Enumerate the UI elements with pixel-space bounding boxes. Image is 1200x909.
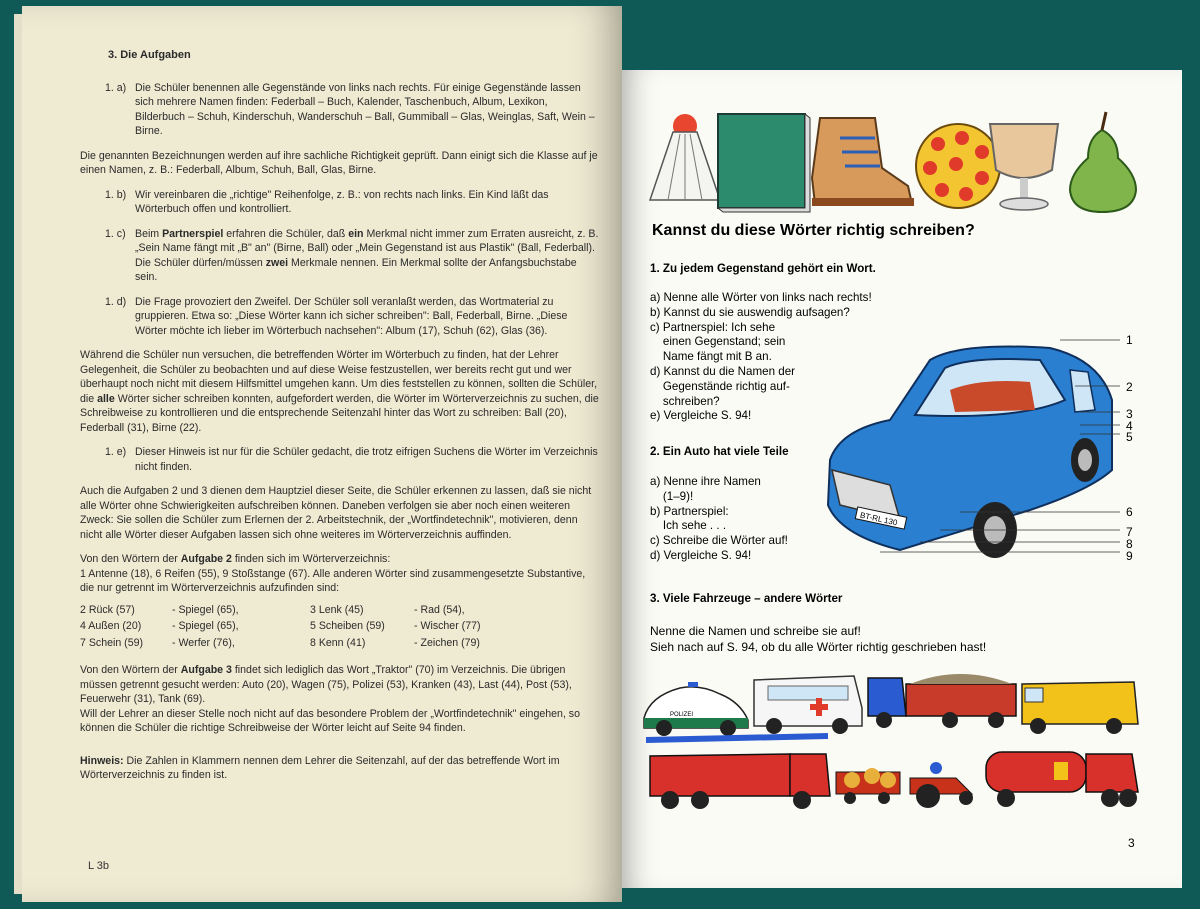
- fire-truck-icon: [646, 736, 830, 809]
- paragraph-1b: [80, 188, 600, 217]
- page-footer: L 3b: [88, 860, 110, 872]
- paragraph: [80, 348, 600, 435]
- section-heading: 3. Die Aufgaben: [108, 49, 191, 61]
- list-item: e) Vergleiche S. 94!: [650, 409, 752, 423]
- text-run: findet sich lediglich das Wort „Traktor" (70) im Verzeichnis. Die übrigen müssen getrennt gesucht werden: Auto (20), Wagen (75), Polizei (53), Kranken (43), Last (44), Post (53), Feuerwehr (31), Tank (69).: [80, 664, 572, 705]
- paragraph-1e: [80, 445, 600, 474]
- bold-run: Aufgabe 2: [180, 553, 232, 565]
- paragraph-1c: [80, 227, 600, 285]
- ambulance-icon: [754, 676, 862, 734]
- police-label: POLIZEI: [670, 712, 694, 718]
- vehicles-illustration: [640, 668, 1140, 818]
- list-item: d) Vergleiche S. 94!: [650, 548, 752, 562]
- table-cell: 8 Kenn (41): [310, 636, 366, 649]
- post-van-icon: [1022, 682, 1138, 734]
- table-cell: - Wischer (77): [414, 620, 481, 632]
- paragraph: Auch die Aufgaben 2 und 3 dienen dem Hauptziel dieser Seite, die Schüler erkennen zu lassen, daß sie nicht alle Wörter ohne Schwierigkeiten aufschreiben können. Daneben verfolgen sie aber noch einen weiteren Zweck: Sie sollen die Schüler zum Erlernen der 2. Arbeitstechnik, der „Wortfindetechnik", motivieren, denn nicht alle Wörter dieser Aufgaben lassen sich ohne weiteres im Wörterverzeichnis auffinden.: [80, 485, 592, 541]
- car-label: 8: [1126, 537, 1133, 551]
- text-run: erfahren die Schüler, daß: [223, 227, 349, 240]
- table-cell: - Rad (54),: [414, 603, 465, 616]
- book-icon: [718, 114, 810, 212]
- table-cell: 3 Lenk (45): [310, 603, 364, 616]
- hint-text: Die Zahlen in Klammern nennen dem Lehrer die Seitenzahl, auf der das betreffende Wort im Wörterverzeichnis zu finden ist.: [80, 754, 560, 781]
- hint-paragraph: [80, 754, 600, 783]
- list-item: einen Gegenstand; sein: [650, 335, 786, 349]
- paragraph-1d: [80, 295, 600, 339]
- text-run: Will der Lehrer an dieser Stelle noch nicht auf das besondere Problem der „Wortfindetechnik" eingehen, so können die Schüler die richtige Schreibweise der Wörter leicht auf Seite 94 finden.: [80, 707, 580, 734]
- table-cell: - Zeichen (79): [414, 636, 480, 649]
- section-3-heading: 3. Viele Fahrzeuge – andere Wörter: [650, 592, 843, 605]
- ball-icon: [916, 124, 1000, 208]
- table-cell: - Werfer (76),: [172, 636, 235, 649]
- text-run: Beim: [135, 227, 163, 240]
- item-text: Die Frage provoziert den Zweifel. Der Schüler soll veranlaßt werden, das Wortmaterial zu gruppieren. Etwa so: „Diese Wörter kann ich sicher schreiben": Ball, Federball, Birne. „Diese Wörter möchte ich lieber im Wörterbuch nachsehen": Album (17), Schuh (62), Glas (36).: [135, 295, 568, 337]
- shuttlecock-icon: [650, 114, 720, 200]
- table-row: [80, 635, 481, 652]
- section-2-heading: 2. Ein Auto hat viele Teile: [650, 445, 789, 458]
- text-run: Von den Wörtern der: [80, 553, 181, 565]
- list-item: Ich sehe . . .: [650, 519, 727, 533]
- list-item: d) Kannst du die Namen der: [650, 364, 796, 378]
- item-text: Dieser Hinweis ist nur für die Schüler gedacht, die trotz eifrigen Suchens die Wörter im Verzeichnis nicht finden.: [135, 446, 598, 473]
- page-title: Kannst du diese Wörter richtig schreiben?: [652, 222, 975, 239]
- word-table: [80, 602, 481, 652]
- list-item: c) Partnerspiel: Ich sehe: [650, 320, 776, 334]
- car-label: 2: [1126, 380, 1133, 394]
- bold-run: ein: [348, 227, 364, 240]
- tractor-icon: [836, 762, 973, 808]
- section-1-heading: 1. Zu jedem Gegenstand gehört ein Wort.: [650, 262, 876, 275]
- item-number: 1. a): [105, 81, 127, 94]
- item-number: 1. e): [105, 446, 127, 458]
- list-item: c) Schreibe die Wörter auf!: [650, 534, 788, 548]
- car-label: 7: [1126, 525, 1133, 539]
- bold-run: alle: [97, 392, 115, 405]
- tank-truck-icon: [986, 752, 1138, 807]
- table-cell: - Spiegel (65),: [172, 603, 239, 616]
- left-page-text: [80, 48, 600, 793]
- list-item: Name fängt mit B an.: [650, 350, 772, 364]
- table-row: [80, 618, 481, 635]
- hint-label: Hinweis:: [80, 754, 124, 767]
- bold-run: zwei: [265, 256, 289, 269]
- car-label: 6: [1126, 505, 1133, 519]
- list-item: a) Nenne alle Wörter von links nach rechts!: [650, 291, 872, 304]
- table-cell: - Spiegel (65),: [172, 620, 239, 632]
- item-number: 1. d): [105, 295, 127, 308]
- text-run: 1 Antenne (18), 6 Reifen (55), 9 Stoßstange (67). Alle anderen Wörter sind zusammengesetzte Substantive, die nur getrennt im Wörterverzeichnis aufzufinden sind:: [80, 567, 586, 594]
- text-run: Merkmale nennen. Ein Merkmal sollte der Anfangsbuchstabe sein.: [135, 256, 577, 283]
- car-label: 9: [1126, 549, 1133, 563]
- item-text: Die Schüler benennen alle Gegenstände von links nach rechts. Für einige Gegenstände lassen sich mehrere Namen finden: Federball – Buch, Kalender, Taschenbuch, Album, Lexikon, Bilderbuch – Schuh, Kinderschuh, Wanderschuh – Ball, Gummiball – Glas, Weinglas, Saft, Wein – Birne.: [135, 81, 595, 137]
- item-number: 1. b): [105, 188, 127, 201]
- car-illustration: [820, 320, 1120, 570]
- page-number: 3: [1128, 836, 1135, 850]
- paragraph: [80, 663, 600, 736]
- text-run: Merkmal nicht immer zum Erraten ausreicht, z. B. „Sein Name fängt mit „B" an" (Birne, Ball) oder „Mein Gegenstand ist aus Plastik" (Ball, Federball). Die Schüler dürfen/müssen: [135, 227, 599, 269]
- text-run: finden sich im Wörterverzeichnis:: [231, 553, 391, 565]
- list-item: b) Kannst du sie auswendig aufsagen?: [650, 305, 850, 319]
- car-label: 3: [1126, 407, 1133, 421]
- paragraph: Die genannten Bezeichnungen werden auf ihre sachliche Richtigkeit geprüft. Dann einigt sich die Klasse auf je einen Namen, z. B.: Federball, Album, Schuh, Ball, Glas, Birne.: [80, 149, 598, 176]
- list-item: b) Partnerspiel:: [650, 504, 729, 518]
- list-item: (1–9)!: [650, 489, 694, 503]
- item-number: 1. c): [105, 227, 126, 240]
- list-item: Gegenstände richtig auf-: [650, 379, 790, 393]
- list-item: schreiben?: [650, 394, 720, 408]
- text-run: Während die Schüler nun versuchen, die betreffenden Wörter im Wörterbuch zu finden, hat der Lehrer Gelegenheit, die Schüler zu beobachten und auf diese Weise festzustellen, wer bereits recht gut und wer überhaupt noch nicht mit diesem Hilfsmittel umgehen kann. Um dies feststellen zu können, sollten die Schüler, die: [80, 349, 598, 405]
- table-cell: 2 Rück (57): [80, 603, 135, 616]
- police-car-icon: [644, 682, 748, 736]
- car-label: 5: [1126, 430, 1133, 444]
- table-cell: 5 Scheiben (59): [310, 620, 385, 632]
- bold-run: Aufgabe 3: [180, 664, 232, 676]
- table-cell: 4 Außen (20): [80, 620, 142, 632]
- item-text: [135, 227, 600, 285]
- pear-icon: [1070, 112, 1136, 212]
- text-run: Von den Wörtern der: [80, 664, 181, 676]
- license-plate-text: BT-RL 130: [859, 510, 899, 528]
- car-label: 4: [1126, 419, 1133, 433]
- car-label: 1: [1126, 333, 1133, 347]
- section-3-line: Nenne die Namen und schreibe sie auf!: [650, 624, 861, 638]
- shoe-icon: [812, 118, 914, 206]
- table-row: [80, 602, 481, 619]
- table-cell: 7 Schein (59): [80, 636, 144, 649]
- text-run: Wörter sicher schreiben konnten, aufgefordert werden, die Wörter im Wörterverzeichnis zu suchen, die Schreibweise zu kontrollieren und die entsprechende Seitenzahl hinter das Wort zu schreiben: Ball (20), Federball (31), Birne (22).: [80, 392, 599, 434]
- section-3-line: Sieh nach auf S. 94, ob du alle Wörter richtig geschrieben hast!: [650, 640, 987, 654]
- objects-illustration: [640, 108, 1140, 216]
- glass-icon: [990, 124, 1058, 210]
- bold-run: Partnerspiel: [162, 227, 224, 240]
- section-2-list: [650, 475, 788, 564]
- item-text: Wir vereinbaren die „richtige" Reihenfolge, z. B.: von rechts nach links. Ein Kind läßt das Wörterbuch offen und kontrolliert.: [135, 188, 549, 215]
- truck-icon: [868, 674, 1016, 728]
- list-item: a) Nenne ihre Namen: [650, 475, 761, 488]
- paragraph-1a: [80, 81, 600, 139]
- paragraph: [80, 552, 600, 596]
